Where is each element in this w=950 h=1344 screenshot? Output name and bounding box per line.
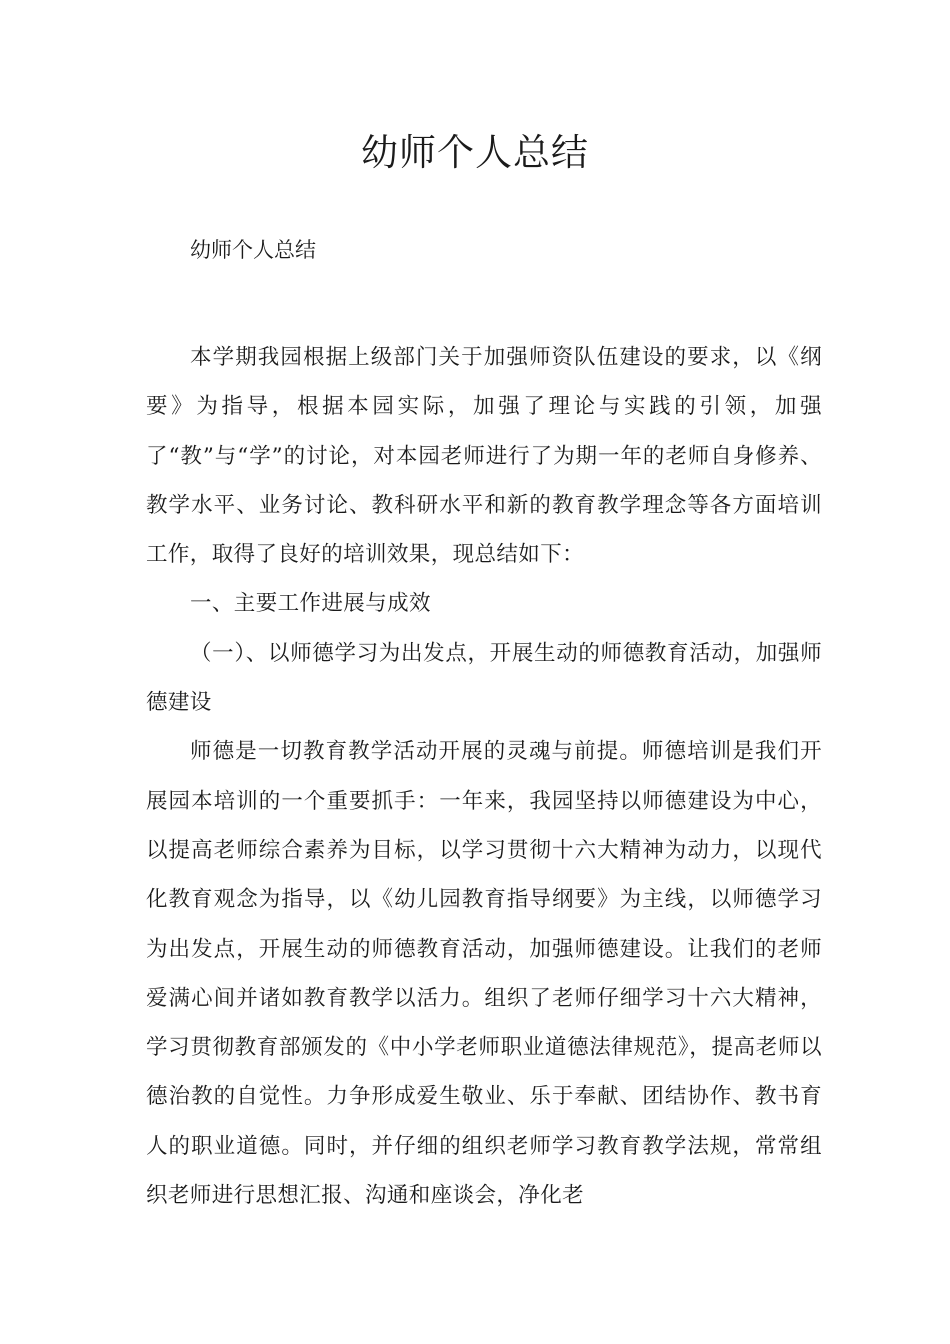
document-body [146,333,822,1220]
intro-paragraph: 本学期我园根据上级部门关于加强师资队伍建设的要求，以《纲要》为指导，根据本园实际，加强了理论与实践的引领，加强了“教”与“学”的讨论，对本园老师进行了为期一年的老师自身修养、教学水平、业务讨论、教科研水平和新的教育教学理念等各方面培训工作，取得了良好的培训效果，现总结如下： [146,345,822,568]
document-title: 幼师个人总结 [361,131,589,174]
document-subtitle: 幼师个人总结 [190,238,316,262]
body-paragraph: 师德是一切教育教学活动开展的灵魂与前提。师德培训是我们开展园本培训的一个重要抓手：一年来，我园坚持以师德建设为中心，以提高老师综合素养为目标，以学习贯彻十六大精神为动力，以现代化教育观念为指导，以《幼儿园教育指导纲要》为主线，以师德学习为出发点，开展生动的师德教育活动，加强师德建设。让我们的老师爱满心间并诸如教育教学以活力。组织了老师仔细学习十六大精神，学习贯彻教育部颁发的《中小学老师职业道德法律规范》，提高老师以德治教的自觉性。力争形成爱生敬业、乐于奉献、团结协作、教书育人的职业道德。同时，并仔细的组织老师学习教育教学法规，常常组织老师进行思想汇报、沟通和座谈会，净化老 [146,739,822,1209]
subsection-heading: （一）、以师德学习为出发点，开展生动的师德教育活动，加强师德建设 [146,640,822,716]
section-heading: 一、主要工作进展与成效 [190,591,431,617]
